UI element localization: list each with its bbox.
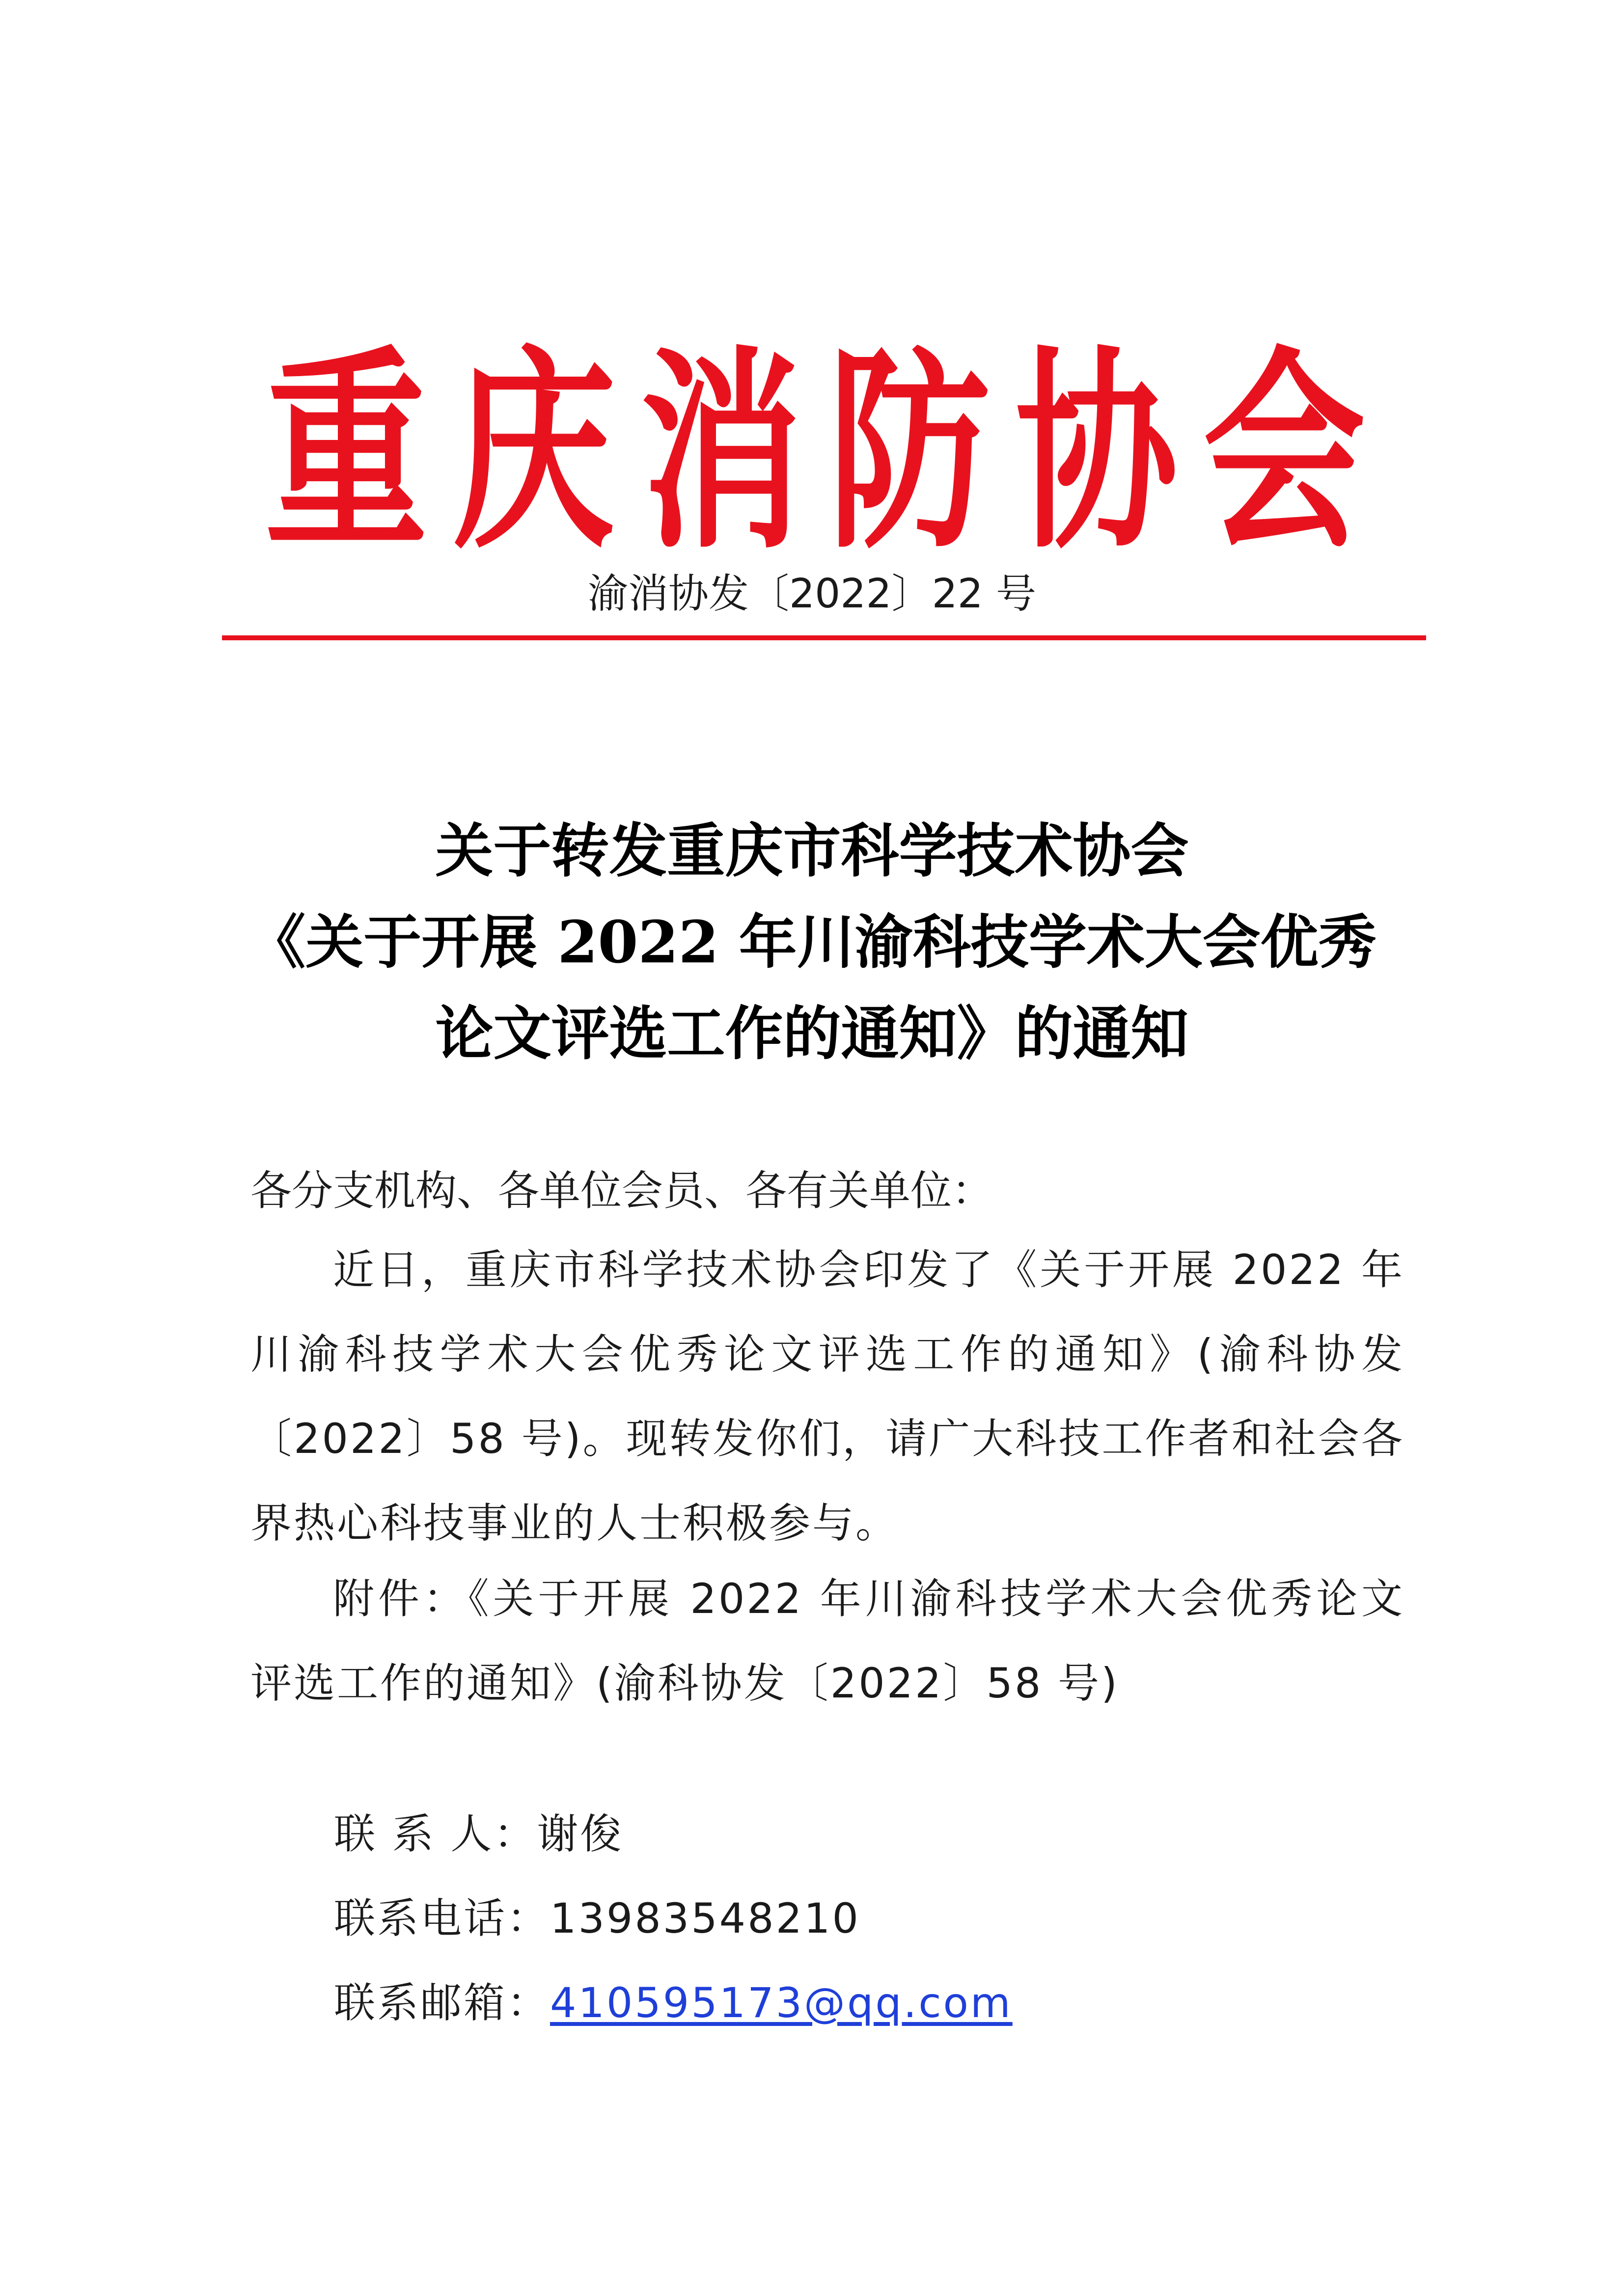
contact-email-label: 联系邮箱：: [334, 1979, 551, 2027]
body-paragraph: 近日，重庆市科学技术协会印发了《关于开展 2022 年川渝科技学术大会优秀论文评选工作的通知》(渝科协发〔2022〕58 号)。现转发你们，请广大科技工作者和社会各界热心科技事业的人士积极参与。: [250, 1246, 1404, 1547]
contact-phone-label: 联系电话：: [334, 1894, 551, 1942]
attachment-paragraph: 附件：《关于开展 2022 年川渝科技学术大会优秀论文评选工作的通知》(渝科协发〔2022〕58 号): [250, 1575, 1404, 1707]
org-title-char: 消: [640, 326, 802, 578]
contact-person-label: 联 系 人：: [334, 1810, 537, 1858]
title-line: 《关于开展 2022 年川渝科技学术大会优秀: [248, 908, 1376, 976]
org-title-char: 会: [1203, 326, 1365, 578]
org-title: [265, 326, 1365, 578]
org-title-char: 防: [828, 326, 990, 578]
title-line: 论文评选工作的通知》的通知: [435, 999, 1189, 1067]
contact-phone: [334, 1877, 860, 1960]
email-link[interactable]: 410595173@qq.com: [550, 1979, 1013, 2027]
red-divider: [222, 635, 1426, 640]
contact-person-value: 谢俊: [537, 1810, 624, 1858]
salutation: 各分支机构、各单位会员、各有关单位：: [250, 1167, 993, 1215]
org-title-char: 重: [265, 326, 427, 578]
contact-email: [334, 1961, 1013, 2045]
contact-person: [334, 1792, 623, 1876]
contact-phone-value: 13983548210: [550, 1894, 860, 1942]
document-number: 渝消协发〔2022〕22 号: [587, 571, 1037, 617]
notice-title: [0, 805, 1624, 1079]
org-title-char: 庆: [453, 326, 615, 578]
org-title-char: 协: [1016, 326, 1178, 578]
title-line: 关于转发重庆市科学技术协会: [435, 817, 1189, 885]
